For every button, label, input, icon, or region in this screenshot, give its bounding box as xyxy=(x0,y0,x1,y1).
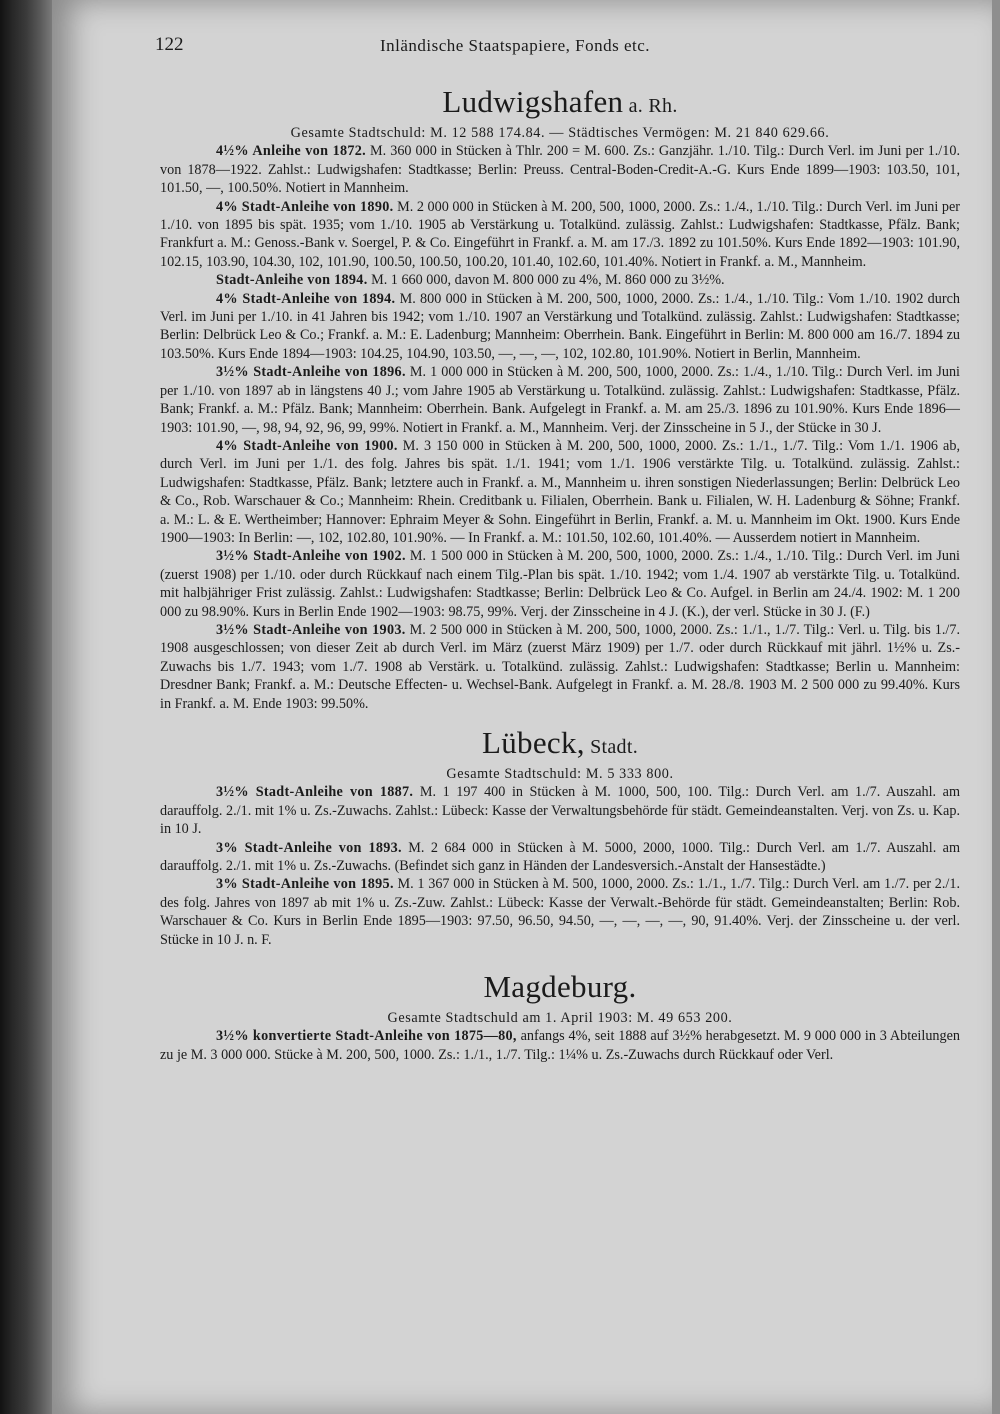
section-gap xyxy=(160,713,960,725)
loan-text: M. 2 000 000 in Stücken à M. 200, 500, 1000, 2000. Zs.: 1./4., 1./10. Tilg.: Durch Verl. im Juni per 1./10. von 1895 bis spät. 1935; vom 1./10. 1905 ab Verstärkung u. Totalkünd. zulässig. Zahlst.: Ludwigshafen: Stadtkasse, Pfälz. Bank; Frankfurt a. M.: Genoss.-Bank v. Soergel, P. & Co. Eingeführt in Frankf. a. M. am 17./3. 1892 zu 101.50%. Kurs Ende 1892—1903: 101.90, 102.15, 103.90, 104.30, 102, 101.90, 100.50, 100.50, 100.20, 101.40, 102.60, 101.40%. Notiert in Frankf. a. M., Mannheim. xyxy=(160,198,960,270)
total-debt-line: Gesamte Stadtschuld am 1. April 1903: M. 49 653 200. xyxy=(387,1010,733,1027)
loan-entry xyxy=(160,875,960,949)
loan-entry xyxy=(160,621,960,713)
loan-title: 3% Stadt-Anleihe von 1893. xyxy=(216,839,402,856)
loan-title: 4% Stadt-Anleihe von 1890. xyxy=(216,198,394,215)
page-content xyxy=(160,84,960,1064)
loan-entry xyxy=(160,437,960,547)
city-name: Magdeburg. xyxy=(483,969,637,1005)
loan-text: M. 360 000 in Stücken à Thlr. 200 = M. 600. Zs.: Ganzjähr. 1./10. Tilg.: Durch Verl. im Juni per 1./10. von 1878—1922. Zahlst.: Ludwigshafen: Stadtkasse; Berlin: Preuss. Central-Boden-Credit-A.-G. Kurs Ende 1899—1903: 103.50, 101, 101.50, —, 100.50%. Notiert in Mannheim. xyxy=(160,143,960,197)
loan-entry xyxy=(160,198,960,272)
section-luebeck xyxy=(160,725,960,949)
loan-title: 3% Stadt-Anleihe von 1895. xyxy=(216,876,394,893)
loan-title: 3½% Stadt-Anleihe von 1902. xyxy=(216,548,406,565)
city-heading xyxy=(160,725,960,765)
loan-title: 4% Stadt-Anleihe von 1894. xyxy=(216,290,396,307)
page-header xyxy=(155,34,875,60)
loan-text: M. 800 000 in Stücken à M. 200, 500, 1000, 2000. Zs.: 1./4., 1./10. Tilg.: Vom 1./10. 1902 durch Verl. im Juni per 1./10. in 41 Jahren bis 1942; vom 1./10. 1907 an Verstärkung und Totalkünd. zulässig. Zahlst.: Ludwigshafen: Stadtkasse; Berlin: Delbrück Leo & Co.; Frankf. a. M.: E. Ladenburg; Mannheim: Oberrhein. Bank. Eingeführt in Berlin: M. 800 000 am 16./7. 1894 zu 103.50%. Kurs Ende 1894—1903: 104.25, 104.90, 103.50, —, —, —, 102, 102.80, 101.90%. Notiert in Berlin, Mannheim. xyxy=(160,290,960,362)
loan-title: Stadt-Anleihe von 1894. xyxy=(216,272,368,289)
section-magdeburg xyxy=(160,969,960,1064)
total-debt-line: Gesamte Stadtschuld: M. 5 333 800. xyxy=(446,766,674,782)
loan-text: M. 2 500 000 in Stücken à M. 200, 500, 1000, 2000. Zs.: 1./1., 1./7. Tilg.: Verl. u. Tilg. bis 1./7. 1908 ausgeschlossen; von dieser Zeit ab durch Verl. im März (zuerst März 1909) per 1./7. oder durch Rückkauf mit jährl. 1½% u. Zs.-Zuwachs bis 1./7. 1943; vom 1./7. 1908 ab Verstärk. u. Totalkünd. zulässig. Zahlst.: Ludwigshafen: Stadtkasse; Berlin u. Mannheim: Dresdner Bank; Frankf. a. M.: Deutsche Effecten- u. Wechsel-Bank. Aufgelegt in Frankf. a. M. 28./8. 1903 M. 2 500 000 zu 99.40%. Kurs in Frankf. a. M. Ende 1903: 99.50%. xyxy=(160,621,960,712)
city-heading xyxy=(160,84,960,124)
total-debt-line: Gesamte Stadtschuld: M. 12 588 174.84. — Städtisches Vermögen: M. 21 840 629.66. xyxy=(290,125,830,141)
loan-title: 3½% konvertierte Stadt-Anleihe von 1875—80, xyxy=(216,1028,517,1045)
loan-entry xyxy=(160,271,960,289)
loan-entry xyxy=(160,142,960,197)
city-name: Lübeck, xyxy=(481,725,585,760)
loan-text: anfangs 4%, seit 1888 auf 3½% herabgesetzt. M. 9 000 000 in 3 Abteilungen zu je M. 3 000 000. Stücke à M. 200, 500, 1000. Zs.: 1./1., 1./7. Tilg.: 1¼% u. Zs.-Zuwachs durch Rückkauf oder Verl. xyxy=(160,1028,960,1063)
city-heading xyxy=(160,969,960,1009)
loan-entry xyxy=(160,783,960,838)
loan-text: M. 1 367 000 in Stücken à M. 500, 1000, 2000. Zs.: 1./1., 1./7. Tilg.: Durch Verl. am 1./7. per 2./1. des folg. Jahres von 1897 ab mit 1% u. Zs.-Zuw. Zahlst.: Lübeck: Kasse der Verwalt.-Behörde für städt. Gemeindeanstalten; Berlin: Rob. Warschauer & Co. Kurs in Berlin Ende 1895—1903: 97.50, 96.50, 94.50, —, —, —, —, 90, 91.40%. Verj. der Zinsscheine u. der verl. Stücke in 10 J. n. F. xyxy=(160,876,960,948)
loan-entry xyxy=(160,290,960,364)
loan-title: 3½% Stadt-Anleihe von 1887. xyxy=(216,784,414,801)
loan-text: M. 3 150 000 in Stücken à M. 200, 500, 1000, 2000. Zs.: 1./1., 1./7. Tilg.: Vom 1./1. 1906 ab, durch Verl. im Juni per 1./1. des folg. Jahres bis spät. 1./1. 1941; vom 1./1. 1906 verstärkte Tilg. u. Totalkünd. zulässig. Zahlst.: Ludwigshafen: Stadtkasse, Pfälz. Bank; letztere auch in Frankf. a. M., Mannheim u. ihren sonstigen Niederlassungen; Berlin: Delbrück Leo & Co., Rob. Warschauer & Co.; Mannheim: Rhein. Creditbank u. Filialen, Oberrhein. Bank u. Filialen, W. H. Ladenburg & Söhne; Frankf. a. M.: L. & E. Wertheimber; Hannover: Ephraim Meyer & Sohn. Eingeführt in Berlin, Frankf. a. M. u. Mannheim im Okt. 1900. Kurs Ende 1900—1903: In Berlin: —, 102, 102.80, 101.90%. — In Frankf. a. M.: 101.50, 102.60, 101.40%. — Ausserdem notiert in Mannheim. xyxy=(160,437,960,546)
loan-text: M. 1 000 000 in Stücken à M. 200, 500, 1000, 2000. Zs.: 1./4., 1./10. Tilg.: Durch Verl. im Juni per 1./10. von 1897 ab in längstens 40 J.; vom Jahre 1905 ab Verstärkung u. Totalkünd. zulässig. Zahlst.: Ludwigshafen: Stadtkasse, Pfälz. Bank; Frankf. a. M.: Pfälz. Bank; Mannheim: Oberrhein. Bank. Aufgelegt in Frankf. a. M. am 25./3. 1896 zu 101.90%. Kurs Ende 1896—1903: 101.90, —, 98, 94, 92, 96, 99, 99%. Notiert in Frankf. a. M., Mannheim. Verj. der Zinsscheine in 5 J., der Stücke in 30 J. xyxy=(160,364,961,436)
page-number: 122 xyxy=(155,34,184,55)
city-suffix: a. Rh. xyxy=(623,95,678,117)
loan-text: M. 1 197 400 in Stücken à M. 1000, 500, 100. Tilg.: Durch Verl. am 1./7. Auszahl. am darauffolg. 2./1. mit 1% u. Zs.-Zuwachs. Zahlst.: Lübeck: Kasse der Verwaltungsbehörde für städt. Gemeindeanstalten. Verj. von Zs. u. Kap. in 10 J. xyxy=(160,784,960,838)
loan-entry xyxy=(160,1027,960,1064)
loan-entry xyxy=(160,363,960,437)
section-ludwigshafen xyxy=(160,84,960,713)
loan-entry xyxy=(160,839,960,876)
loan-text: M. 1 500 000 in Stücken à M. 200, 500, 1000, 2000. Zs.: 1./4., 1./10. Tilg.: Durch Verl. im Juni (zuerst 1908) per 1./10. oder durch Rückkauf nach einem Tilg.-Plan bis spät. 1./10. 1942; vom 1./4. 1907 ab verstärkte Tilg. u. Totalkünd. mit halbjähriger Frist zulässig. Zahlst.: Ludwigshafen: Stadtkasse; Berlin: Delbrück Leo & Co. Aufgel. in Berlin am 24./4. 1902: M. 1 200 000 zu 98.90%. Kurs in Berlin Ende 1902—1903: 98.75, 99%. Verj. der Zinsscheine in 4 J. (K.), der verl. Stücke in 30 J. (F.) xyxy=(160,548,961,620)
document-page xyxy=(52,0,992,1414)
city-suffix: Stadt. xyxy=(584,736,639,758)
loan-title: 4½% Anleihe von 1872. xyxy=(216,143,367,160)
loan-title: 3½% Stadt-Anleihe von 1903. xyxy=(216,621,406,638)
city-name: Ludwigshafen xyxy=(442,84,624,119)
loan-title: 3½% Stadt-Anleihe von 1896. xyxy=(216,364,406,381)
book-binding-edge xyxy=(0,0,52,1414)
loan-title: 4% Stadt-Anleihe von 1900. xyxy=(216,437,398,454)
section-gap xyxy=(160,949,960,969)
loan-text: M. 2 684 000 in Stücken à M. 5000, 2000, 1000. Tilg.: Durch Verl. am 1./7. Auszahl. am darauffolg. 2./1. mit 1% u. Zs.-Zuwachs. (Befindet sich ganz in Händen der Landesversich.-Anstalt der Hansestädte.) xyxy=(160,839,960,875)
running-title: Inländische Staatspapiere, Fonds etc. xyxy=(379,36,651,55)
loan-entry xyxy=(160,547,960,621)
loan-text: M. 1 660 000, davon M. 800 000 zu 4%, M. 860 000 zu 3½%. xyxy=(367,272,725,289)
